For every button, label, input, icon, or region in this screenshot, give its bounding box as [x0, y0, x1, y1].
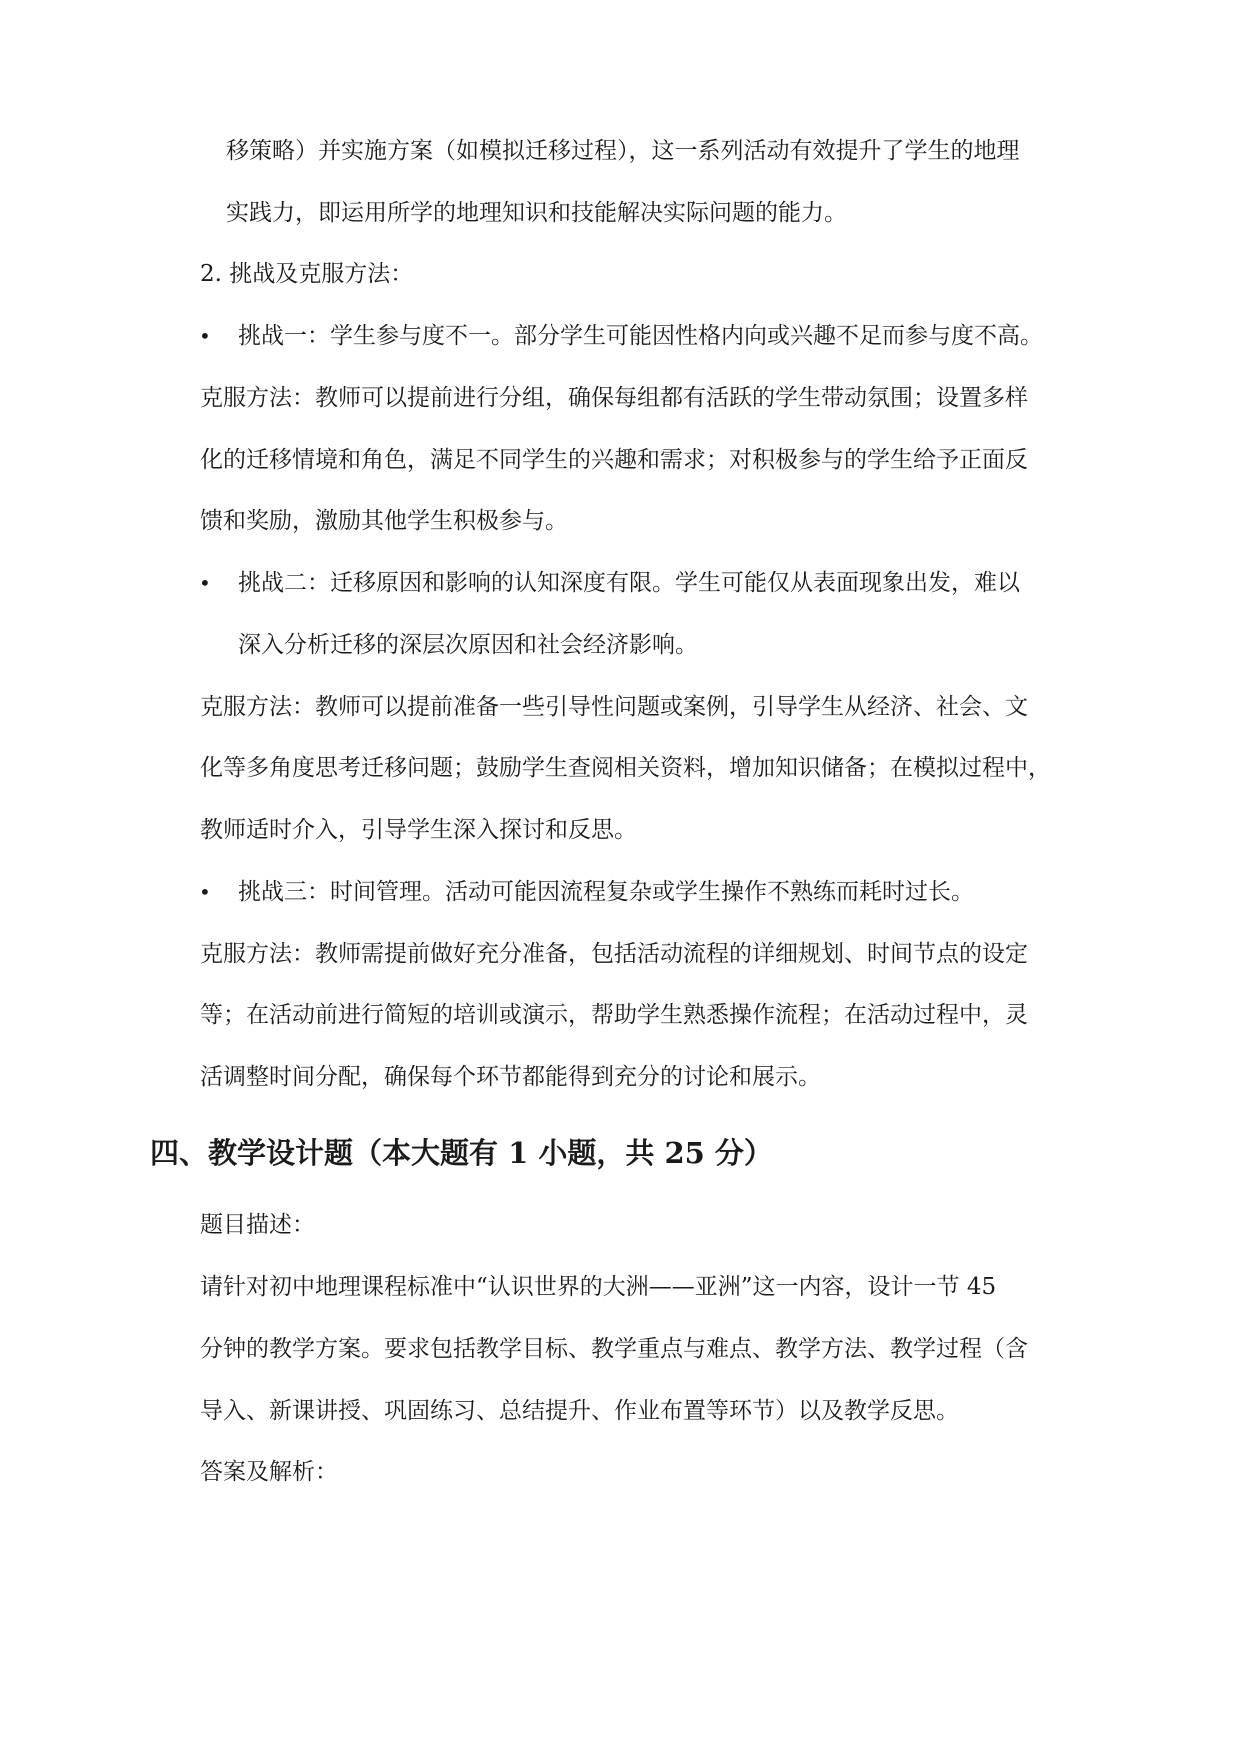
question-line: 分钟的教学方案。要求包括教学目标、教学重点与难点、教学方法、教学过程（含	[200, 1336, 1028, 1362]
challenge-line: 挑战三：时间管理。活动可能因流程复杂或学生操作不熟练而耗时过长。	[238, 879, 974, 905]
bullet-icon: •	[199, 571, 211, 595]
question-line: 导入、新课讲授、巩固练习、总结提升、作业布置等环节）以及教学反思。	[200, 1398, 959, 1424]
challenge-line: 深入分析迁移的深层次原因和社会经济影响。	[238, 632, 698, 658]
method-line: 克服方法：教师可以提前准备一些引导性问题或案例，引导学生从经济、社会、文	[200, 694, 1028, 720]
method-line: 教师适时介入，引导学生深入探讨和反思。	[200, 817, 637, 843]
method-line: 等；在活动前进行简短的培训或演示，帮助学生熟悉操作流程；在活动过程中，灵	[200, 1002, 1028, 1028]
bullet-icon: •	[199, 880, 211, 904]
method-line: 克服方法：教师可以提前进行分组，确保每组都有活跃的学生带动氛围；设置多样	[200, 385, 1028, 411]
question-line: 请针对初中地理课程标准中“认识世界的大洲——亚洲”这一内容，设计一节 45	[200, 1274, 997, 1300]
bullet-icon: •	[199, 324, 211, 348]
paragraph-line: 实践力，即运用所学的地理知识和技能解决实际问题的能力。	[226, 200, 847, 226]
answer-label: 答案及解析：	[200, 1459, 338, 1485]
section-title: 2. 挑战及克服方法：	[200, 261, 414, 287]
paragraph-line: 移策略）并实施方案（如模拟迁移过程），这一系列活动有效提升了学生的地理	[226, 138, 1020, 164]
question-label: 题目描述：	[200, 1212, 315, 1238]
challenge-line: 挑战一：学生参与度不一。部分学生可能因性格内向或兴趣不足而参与度不高。	[238, 323, 1043, 349]
method-line: 化的迁移情境和角色，满足不同学生的兴趣和需求；对积极参与的学生给予正面反	[200, 447, 1028, 473]
method-line: 馈和奖励，激励其他学生积极参与。	[200, 508, 568, 534]
method-line: 活调整时间分配，确保每个环节都能得到充分的讨论和展示。	[200, 1064, 821, 1090]
challenge-line: 挑战二：迁移原因和影响的认知深度有限。学生可能仅从表面现象出发，难以	[238, 570, 1020, 596]
section-heading: 四、教学设计题（本大题有 1 小题，共 25 分）	[150, 1136, 773, 1170]
method-line: 克服方法：教师需提前做好充分准备，包括活动流程的详细规划、时间节点的设定	[200, 941, 1028, 967]
method-line: 化等多角度思考迁移问题；鼓励学生查阅相关资料，增加知识储备；在模拟过程中，	[200, 755, 1051, 781]
